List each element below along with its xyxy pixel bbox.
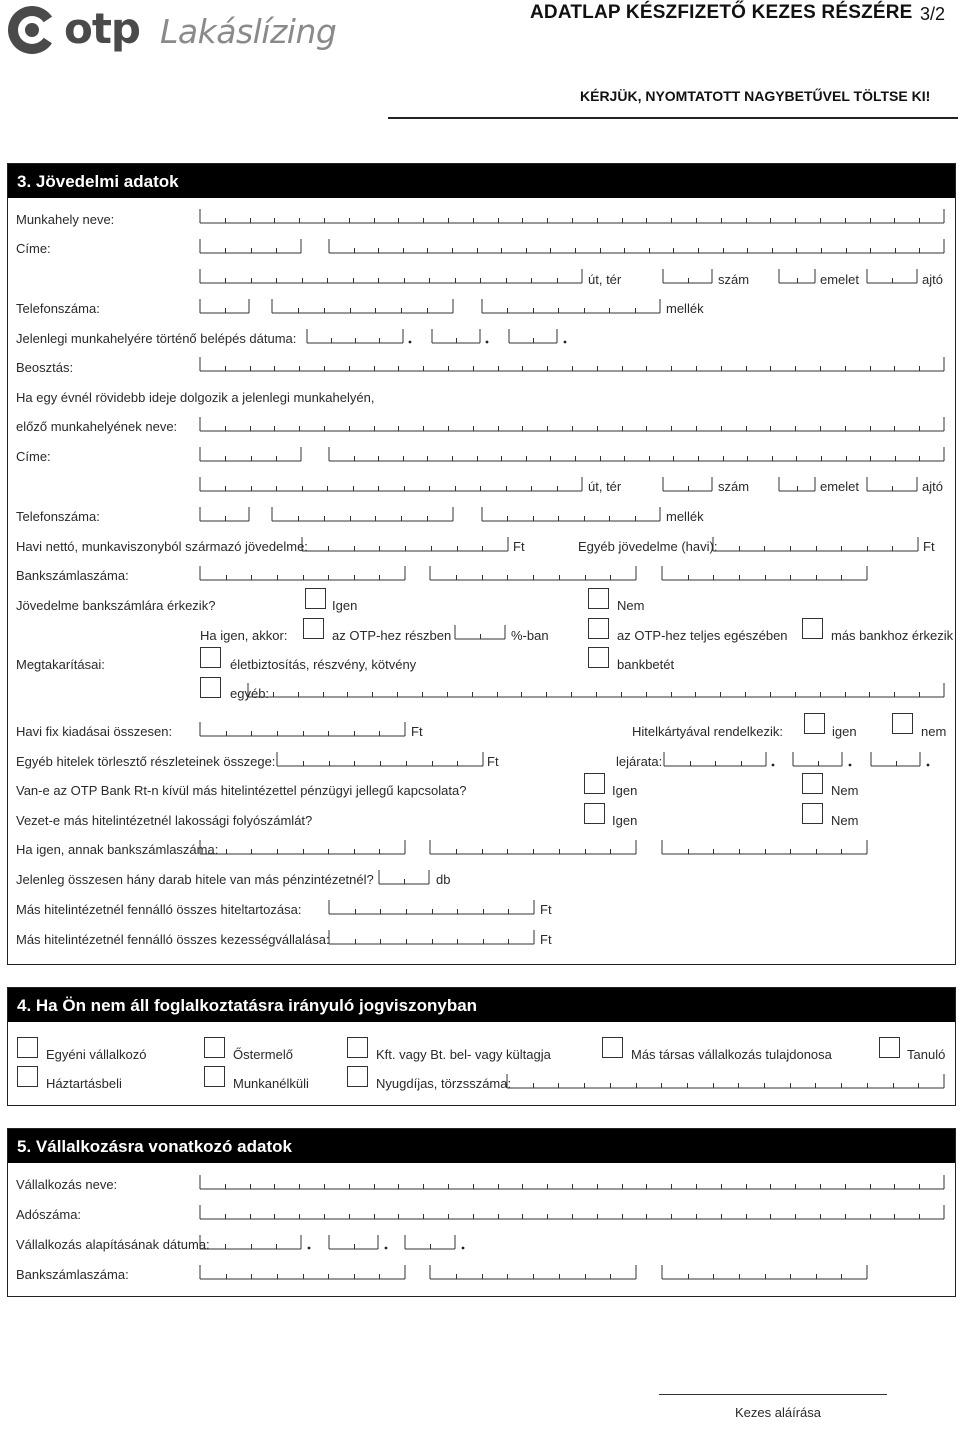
input-field-10[interactable] — [307, 329, 403, 343]
input-field-6[interactable] — [867, 269, 917, 283]
input-field-22[interactable] — [272, 507, 453, 521]
label-kft-member: Kft. vagy Bt. bel- vagy kültagja — [376, 1047, 551, 1062]
label-yes: Igen — [332, 598, 358, 613]
input-field-42[interactable] — [507, 1074, 944, 1088]
input-field-24[interactable] — [302, 537, 508, 551]
label-position: Beosztás: — [16, 360, 74, 375]
label-fixed-expenses: Havi fix kiadásai összesen: — [16, 724, 173, 739]
label-savings: Megtakarításai: — [16, 657, 105, 672]
input-field-45[interactable] — [200, 1235, 301, 1249]
input-field-20[interactable] — [867, 477, 917, 491]
input-field-41[interactable] — [329, 930, 534, 944]
input-field-15[interactable] — [200, 447, 301, 461]
input-field-46[interactable] — [329, 1235, 378, 1249]
label-percent: %-ban — [511, 628, 549, 643]
input-field-39[interactable] — [379, 870, 429, 884]
label-extension: mellék — [666, 301, 704, 316]
date-separator — [849, 764, 852, 767]
input-field-4[interactable] — [663, 269, 712, 283]
input-field-0[interactable] — [200, 209, 944, 223]
label-sole-trader: Egyéni vállalkozó — [46, 1047, 147, 1062]
input-field-18[interactable] — [663, 477, 712, 491]
input-field-36[interactable] — [200, 840, 405, 854]
input-field-40[interactable] — [329, 900, 534, 914]
input-field-38[interactable] — [662, 840, 867, 854]
label-street-type-2: út, tér — [588, 479, 622, 494]
input-field-12[interactable] — [509, 329, 557, 343]
date-separator — [772, 764, 775, 767]
label-relationship-no: Nem — [831, 783, 859, 798]
label-start-date: Jelenlegi munkahelyére történő belépés dátuma: — [16, 331, 297, 346]
label-company-owner: Más társas vállalkozás tulajdonosa — [631, 1047, 832, 1062]
input-field-11[interactable] — [432, 329, 480, 343]
date-separator — [486, 341, 489, 344]
input-field-21[interactable] — [200, 507, 249, 521]
label-other-bank: más bankhoz érkezik — [831, 628, 954, 643]
label-workplace-name: Munkahely neve: — [16, 212, 115, 227]
label-extension-2: mellék — [666, 509, 704, 524]
label-if-short: Ha egy évnél rövidebb ideje dolgozik a jelenlegi munkahelyén, — [16, 390, 375, 405]
input-field-28[interactable] — [662, 566, 867, 580]
label-currency-expenses: Ft — [411, 724, 423, 739]
label-savings-other: egyéb: — [230, 686, 270, 701]
label-bank-account: Bankszámlaszáma: — [16, 568, 129, 583]
form-instruction: KÉRJÜK, NYOMTATOTT NAGYBETŰVEL TÖLTSE KI! — [580, 88, 931, 104]
label-net-income: Havi nettó, munkaviszonyból származó jövedelme: — [16, 539, 308, 554]
label-currency-other: Ft — [923, 539, 935, 554]
input-field-25[interactable] — [713, 537, 918, 551]
label-other-account-no: Nem — [831, 813, 859, 828]
date-separator — [462, 1247, 465, 1250]
label-total-guarantee: Más hitelintézetnél fennálló összes kezességvállalása: — [16, 932, 330, 947]
label-savings-insurance: életbiztosítás, részvény, kötvény — [230, 657, 417, 672]
input-field-31[interactable] — [200, 722, 405, 736]
input-field-1[interactable] — [200, 239, 301, 253]
date-separator — [385, 1247, 388, 1250]
date-separator — [409, 341, 412, 344]
label-unemployed: Munkanélküli — [233, 1076, 309, 1091]
label-no: Nem — [617, 598, 645, 613]
section-title: 4. Ha Ön nem áll foglalkoztatásra irányuló jogviszonyban — [17, 996, 478, 1015]
label-prev-workplace: előző munkahelyének neve: — [16, 419, 178, 434]
label-other-account: Vezet-e más hitelintézetnél lakossági folyószámlát? — [16, 813, 313, 828]
input-field-19[interactable] — [779, 477, 815, 491]
label-phone: Telefonszáma: — [16, 301, 100, 316]
label-currency-loans: Ft — [487, 754, 499, 769]
section-title: 5. Vállalkozásra vonatkozó adatok — [17, 1137, 292, 1156]
page-number: 3/2 — [920, 4, 946, 24]
label-address: Címe: — [16, 241, 51, 256]
input-field-37[interactable] — [430, 840, 636, 854]
logo-otp: otp — [64, 4, 140, 53]
label-total-debt: Más hitelintézetnél fennálló összes hiteltartozása: — [16, 902, 302, 917]
input-field-33[interactable] — [664, 752, 766, 766]
label-currency-income: Ft — [513, 539, 525, 554]
input-field-9[interactable] — [482, 299, 660, 313]
date-separator — [564, 341, 567, 344]
input-field-47[interactable] — [405, 1235, 455, 1249]
label-otp-partial: az OTP-hez részben — [332, 628, 452, 643]
label-credit-no: nem — [921, 724, 947, 739]
label-founding-date: Vállalkozás alapításának dátuma: — [16, 1237, 210, 1252]
label-signature: Kezes aláírása — [735, 1405, 821, 1420]
input-field-49[interactable] — [430, 1265, 636, 1279]
label-phone-2: Telefonszáma: — [16, 509, 100, 524]
label-other-income: Egyéb jövedelme (havi): — [578, 539, 718, 554]
label-pensioner: Nyugdíjas, törzsszáma: — [376, 1076, 512, 1091]
input-field-23[interactable] — [482, 507, 660, 521]
label-relationship-yes: Igen — [612, 783, 638, 798]
input-field-35[interactable] — [871, 752, 920, 766]
input-field-50[interactable] — [662, 1265, 867, 1279]
input-field-32[interactable] — [277, 752, 483, 766]
label-savings-deposit: bankbetét — [617, 657, 675, 672]
label-floor: emelet — [820, 272, 860, 287]
label-if-yes: Ha igen, akkor: — [200, 628, 288, 643]
label-maturity: lejárata: — [616, 754, 663, 769]
input-field-44[interactable] — [200, 1205, 944, 1219]
label-housewife: Háztartásbeli — [46, 1076, 122, 1091]
label-otp-full: az OTP-hez teljes egészében — [617, 628, 788, 643]
label-bank-account-business: Bankszámlaszáma: — [16, 1267, 129, 1282]
input-field-5[interactable] — [779, 269, 815, 283]
input-field-2[interactable] — [329, 239, 944, 253]
input-field-13[interactable] — [200, 357, 944, 371]
label-credit-card: Hitelkártyával rendelkezik: — [632, 724, 784, 739]
form-title: ADATLAP KÉSZFIZETŐ KEZES RÉSZÉRE — [530, 2, 913, 23]
input-field-26[interactable] — [200, 566, 405, 580]
label-number-2: szám — [718, 479, 750, 494]
label-door: ajtó — [922, 272, 943, 287]
label-number: szám — [718, 272, 750, 287]
logo-lakaslizing: Lakáslízing — [160, 12, 337, 51]
label-income-to-account: Jövedelme bankszámlára érkezik? — [16, 598, 216, 613]
label-relationship: Van-e az OTP Bank Rt-n kívül más hitelintézettel pénzügyi jellegű kapcsolata? — [16, 783, 467, 798]
input-field-14[interactable] — [200, 417, 944, 431]
input-field-16[interactable] — [329, 447, 944, 461]
label-currency-guarantee: Ft — [540, 932, 552, 947]
label-floor-2: emelet — [820, 479, 860, 494]
input-field-7[interactable] — [200, 299, 249, 313]
date-separator — [927, 764, 930, 767]
input-field-30[interactable] — [248, 683, 944, 697]
input-field-3[interactable] — [200, 269, 582, 283]
label-other-loans: Egyéb hitelek törlesztő részleteinek összege: — [16, 754, 276, 769]
section-title: 3. Jövedelmi adatok — [17, 172, 179, 191]
input-field-27[interactable] — [430, 566, 636, 580]
label-loan-count: Jelenleg összesen hány darab hitele van más pénzintézetnél? — [16, 872, 374, 887]
label-student: Tanuló — [907, 1047, 946, 1062]
label-currency-debt: Ft — [540, 902, 552, 917]
label-credit-yes: igen — [832, 724, 857, 739]
label-address-2: Címe: — [16, 449, 51, 464]
label-db: db — [436, 872, 451, 887]
input-field-8[interactable] — [272, 299, 453, 313]
date-separator — [308, 1247, 311, 1250]
label-if-yes-account: Ha igen, annak bankszámlaszáma: — [16, 842, 219, 857]
label-door-2: ajtó — [922, 479, 943, 494]
input-field-34[interactable] — [793, 752, 842, 766]
input-field-43[interactable] — [200, 1175, 944, 1189]
label-street-type: út, tér — [588, 272, 622, 287]
input-field-29[interactable] — [455, 625, 505, 639]
label-primary-producer: Őstermelő — [233, 1047, 293, 1062]
label-company-name: Vállalkozás neve: — [16, 1177, 118, 1192]
label-tax-number: Adószáma: — [16, 1207, 82, 1222]
label-other-account-yes: Igen — [612, 813, 638, 828]
input-field-17[interactable] — [200, 477, 582, 491]
input-field-48[interactable] — [200, 1265, 405, 1279]
